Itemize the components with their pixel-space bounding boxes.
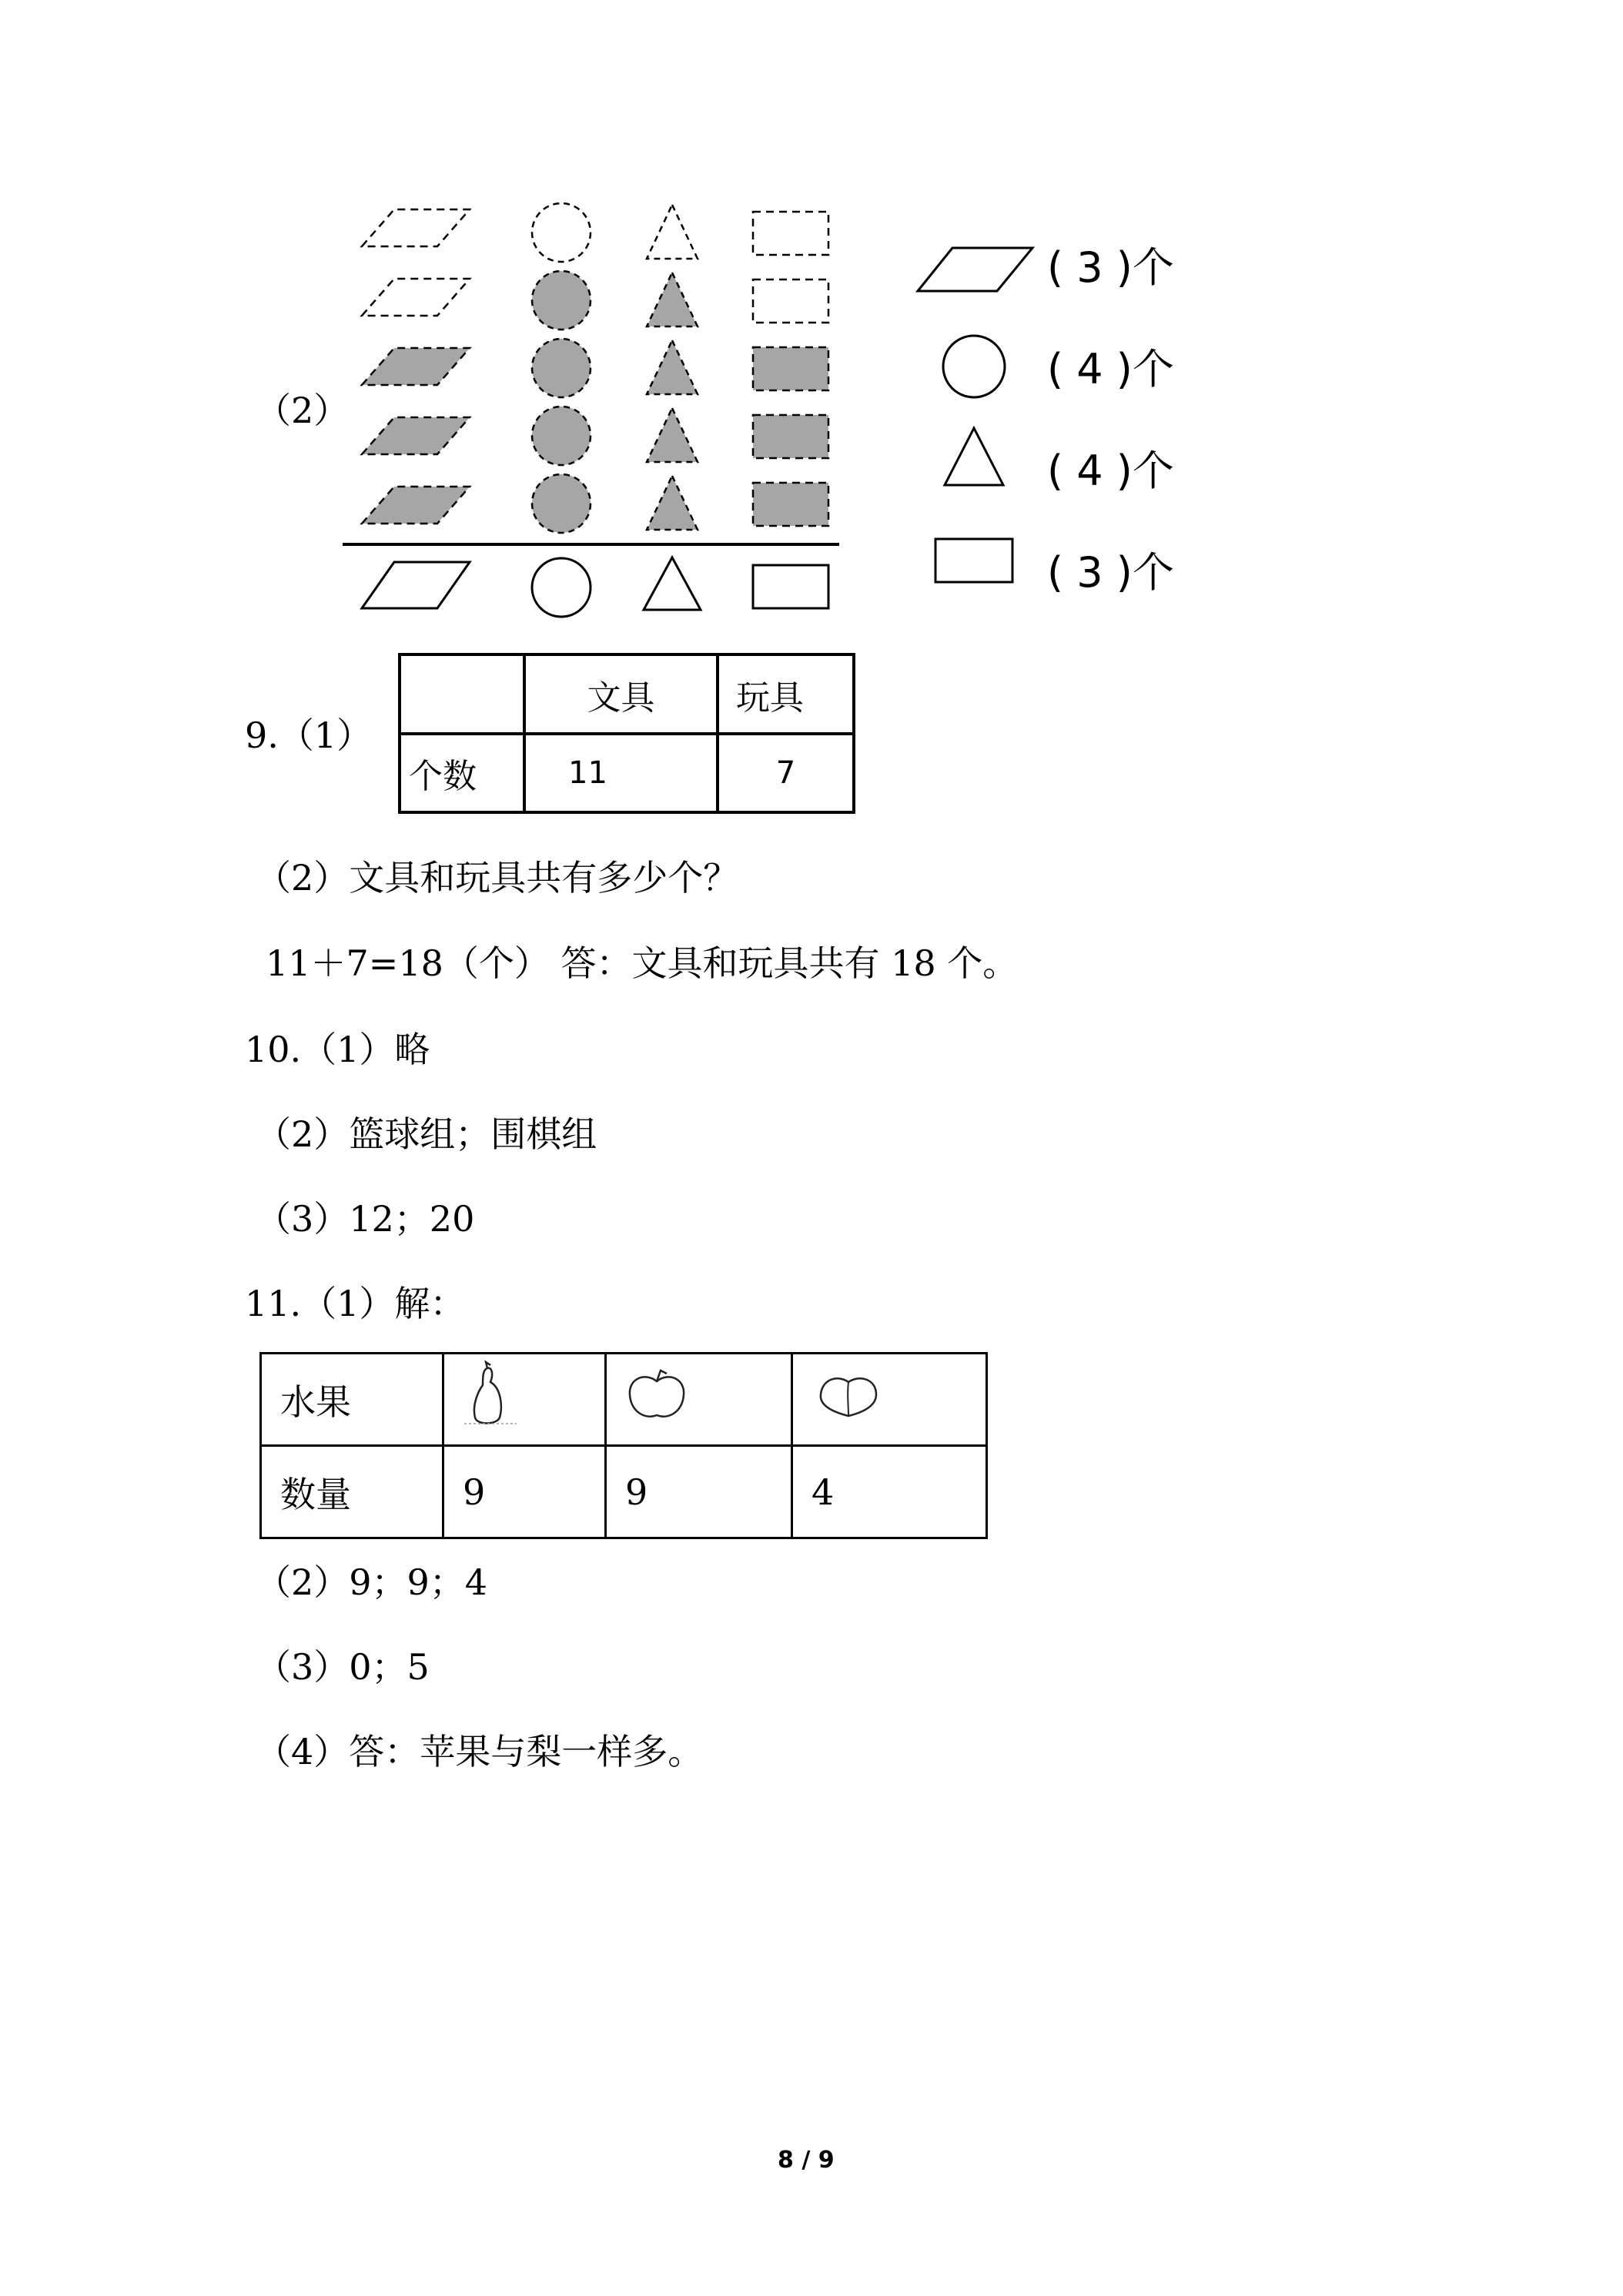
- q11-part3: （3）0；5: [256, 1646, 430, 1688]
- table-row-label: 水果: [261, 1354, 443, 1446]
- triangle-column: [644, 205, 701, 610]
- circle-filled: [532, 339, 591, 397]
- triangle-filled: [647, 273, 698, 326]
- table-cell-peach: [792, 1354, 987, 1446]
- q9-part2-answer: 11＋7=18（个） 答：文具和玩具共有 18 个。: [266, 942, 1019, 984]
- parallelogram-icon: [918, 248, 1032, 291]
- triangle-filled: [647, 408, 698, 462]
- triangle-count: ( 4 )个: [1047, 447, 1174, 495]
- q10-part1: 10.（1）略: [245, 1029, 430, 1070]
- circle-filled: [532, 407, 591, 465]
- rectangle-base: [753, 565, 828, 608]
- rectangle-column: [753, 212, 828, 608]
- triangle-filled: [647, 340, 698, 394]
- count-legend-shapes: [912, 231, 1036, 601]
- q11-part4: （4）答：苹果与梨一样多。: [256, 1731, 704, 1772]
- rectangle-filled: [753, 415, 828, 458]
- triangle-base: [644, 557, 701, 610]
- circle-count: ( 4 )个: [1047, 345, 1174, 393]
- table-row-label: 个数: [400, 734, 524, 812]
- table-row: [400, 734, 854, 812]
- peach-icon: [813, 1368, 882, 1422]
- table-row: [261, 1446, 987, 1538]
- triangle-dashed: [647, 205, 698, 259]
- parallelogram-dashed: [362, 209, 470, 246]
- q11-part1: 11.（1）解：: [245, 1283, 466, 1324]
- q9-label: 9.（1）: [245, 715, 373, 756]
- rectangle-dashed: [753, 212, 828, 255]
- q9-table: [398, 653, 855, 814]
- parallelogram-filled: [362, 348, 470, 385]
- table-cell-peach-count: 4: [792, 1446, 987, 1538]
- table-corner-cell: [400, 654, 524, 734]
- table-row: [261, 1354, 987, 1446]
- rectangle-count: ( 3 )个: [1047, 548, 1174, 597]
- rectangle-icon: [935, 539, 1012, 582]
- circle-dashed: [532, 203, 591, 262]
- q10-part2: （2）篮球组；围棋组: [256, 1113, 597, 1155]
- triangle-icon: [945, 428, 1003, 485]
- circle-icon: [943, 336, 1005, 397]
- triangle-filled: [647, 476, 698, 530]
- table-cell-pear-count: 9: [443, 1446, 606, 1538]
- rectangle-filled: [753, 483, 828, 526]
- apple-icon: [622, 1364, 691, 1426]
- q10-part3: （3）12；20: [256, 1198, 475, 1240]
- parallelogram-dashed: [362, 279, 470, 316]
- table-cell-stationery: 11: [524, 734, 718, 812]
- table-header-toys: 玩具: [718, 654, 854, 734]
- table-cell-apple-count: 9: [606, 1446, 792, 1538]
- parallelogram-filled: [362, 487, 470, 524]
- parallelogram-filled: [362, 417, 470, 454]
- table-row: [400, 654, 854, 734]
- circle-column: [532, 203, 591, 617]
- rectangle-dashed: [753, 279, 828, 323]
- pear-icon: [460, 1361, 521, 1430]
- page-number: 8 / 9: [778, 2147, 835, 2174]
- parallelogram-base: [362, 562, 470, 608]
- rectangle-filled: [753, 347, 828, 390]
- circle-filled: [532, 474, 591, 533]
- circle-base: [532, 558, 591, 617]
- table-cell-toys: 7: [718, 734, 854, 812]
- q9-part2-question: （2）文具和玩具共有多少个？: [256, 857, 739, 899]
- q8-part2-label: （2）: [256, 390, 350, 431]
- table-cell-apple: [606, 1354, 792, 1446]
- table-header-stationery: 文具: [524, 654, 718, 734]
- parallelogram-count: ( 3 )个: [1047, 243, 1174, 292]
- table-cell-pear: [443, 1354, 606, 1446]
- table-row-label: 数量: [261, 1446, 443, 1538]
- q11-table: [259, 1352, 988, 1539]
- parallelogram-column: [362, 209, 470, 608]
- circle-filled: [532, 271, 591, 330]
- shape-pictograph: [331, 200, 855, 624]
- q11-part2: （2）9；9；4: [256, 1561, 488, 1603]
